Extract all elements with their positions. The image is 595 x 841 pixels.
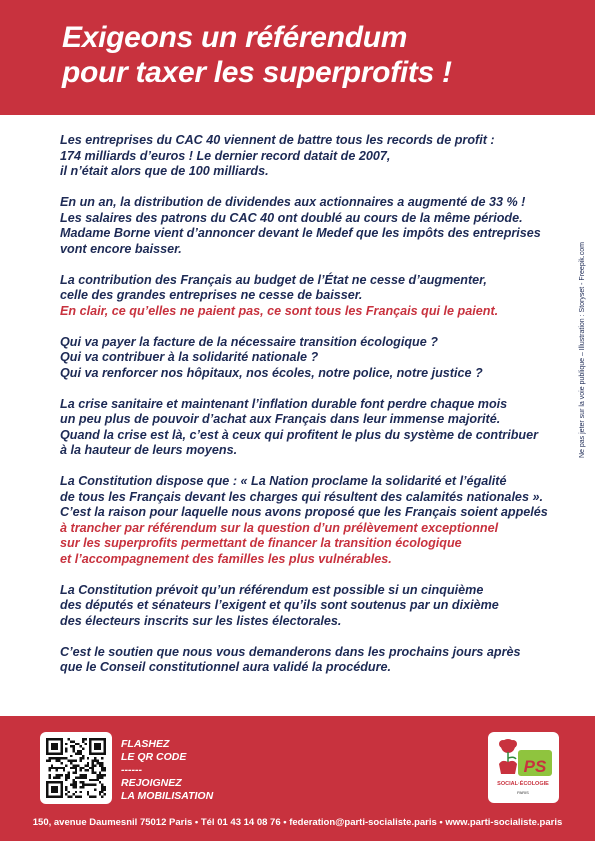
text-line: 174 milliards d’euros ! Le dernier record datait de 2007,	[60, 148, 391, 163]
title-line-2: pour taxer les superprofits !	[62, 56, 452, 89]
text-line: à la hauteur de leurs moyens.	[60, 443, 238, 457]
qr-code-icon[interactable]	[40, 732, 112, 804]
cta-line: LE QR CODE	[121, 751, 187, 763]
title-line-1: Exigeons un référendum	[62, 21, 408, 54]
ps-rose-logo-icon	[488, 732, 559, 803]
body-text	[60, 133, 548, 691]
cta-line: REJOIGNEZ	[121, 777, 182, 789]
body-paragraph	[60, 645, 530, 676]
logo-text: PS	[523, 757, 547, 776]
body-paragraph	[60, 474, 548, 567]
logo-tagline: SOCIAL·ÉCOLOGIE	[497, 781, 549, 787]
text-line: des électeurs inscrits sur les listes électorales.	[60, 613, 342, 628]
text-line: Qui va payer la facture de la nécessaire transition écologique ?	[60, 334, 438, 349]
cta-line: LA MOBILISATION	[121, 790, 214, 802]
text-line: que le Conseil constitutionnel aura validé la procédure.	[60, 660, 392, 674]
page-title	[62, 20, 452, 90]
text-line: vont encore baisser.	[60, 241, 182, 256]
header-banner	[0, 0, 595, 115]
text-line: La contribution des Français au budget de l’État ne cesse d’augmenter,	[60, 272, 487, 287]
cta-line: FLASHEZ	[121, 738, 170, 750]
cta-line: ------	[121, 764, 142, 776]
text-line: Madame Borne vient d’annoncer devant le Medef que les impôts des entreprises	[60, 226, 541, 240]
text-line: il n’était alors que de 100 milliards.	[60, 164, 269, 178]
qr-code-graphic	[46, 738, 106, 798]
legal-side-note: Ne pas jeter sur la voie publique – Illustration : Storyset - Freepik.com	[579, 242, 586, 458]
highlighted-text-line: à trancher par référendum sur la question d’un prélèvement exceptionnel	[60, 520, 499, 535]
ps-logo	[488, 732, 559, 803]
text-line: Qui va contribuer à la solidarité nationale ?	[60, 350, 319, 364]
text-line: des députés et sénateurs l’exigent et qu’ils sont soutenus par un dixième	[60, 598, 499, 612]
text-line: La Constitution dispose que : « La Nation proclame la solidarité et l’égalité	[60, 474, 507, 488]
highlighted-text-line: sur les superprofits permettant de financer la transition écologique	[60, 536, 462, 550]
contact-info: 150, avenue Daumesnil 75012 Paris • Tél 01 43 14 08 76 • federation@parti-socialiste.paris • www.parti-socialiste.paris	[32, 817, 563, 828]
text-line: Qui va renforcer nos hôpitaux, nos écoles, notre police, notre justice ?	[60, 365, 483, 380]
text-line: C’est la raison pour laquelle nous avons proposé que les Français soient appelés	[60, 505, 548, 519]
text-line: En un an, la distribution de dividendes aux actionnaires a augmenté de 33 % !	[60, 195, 526, 209]
call-to-action	[121, 738, 213, 803]
body-paragraph	[60, 335, 530, 382]
body-paragraph	[60, 396, 539, 459]
text-line: La crise sanitaire et maintenant l’inflation durable font perdre chaque mois	[60, 396, 508, 411]
text-line: Les salaires des patrons du CAC 40 ont doublé au cours de la même période.	[60, 210, 523, 225]
highlighted-text-line: et l’accompagnement des familles les plus vulnérables.	[60, 551, 392, 566]
text-line: Quand la crise est là, c’est à ceux qui profitent le plus du système de contribuer	[60, 427, 539, 442]
body-paragraph	[60, 583, 530, 630]
logo-city: PARIS	[517, 790, 529, 795]
text-line: Les entreprises du CAC 40 viennent de battre tous les records de profit :	[60, 133, 495, 147]
text-line: C’est le soutien que nous vous demanderons dans les prochains jours après	[60, 644, 521, 659]
text-line: de tous les Français devant les charges qui résultent des calamités nationales ».	[60, 489, 543, 504]
body-paragraph	[60, 195, 541, 257]
body-paragraph	[60, 273, 530, 320]
text-line: La Constitution prévoit qu’un référendum est possible si un cinquième	[60, 582, 484, 597]
body-paragraph	[60, 133, 530, 180]
highlighted-text-line: En clair, ce qu’elles ne paient pas, ce sont tous les Français qui le paient.	[60, 303, 499, 318]
text-line: un peu plus de pouvoir d’achat aux Français dans leur immense majorité.	[60, 412, 501, 426]
text-line: celle des grandes entreprises ne cesse de baisser.	[60, 288, 363, 302]
